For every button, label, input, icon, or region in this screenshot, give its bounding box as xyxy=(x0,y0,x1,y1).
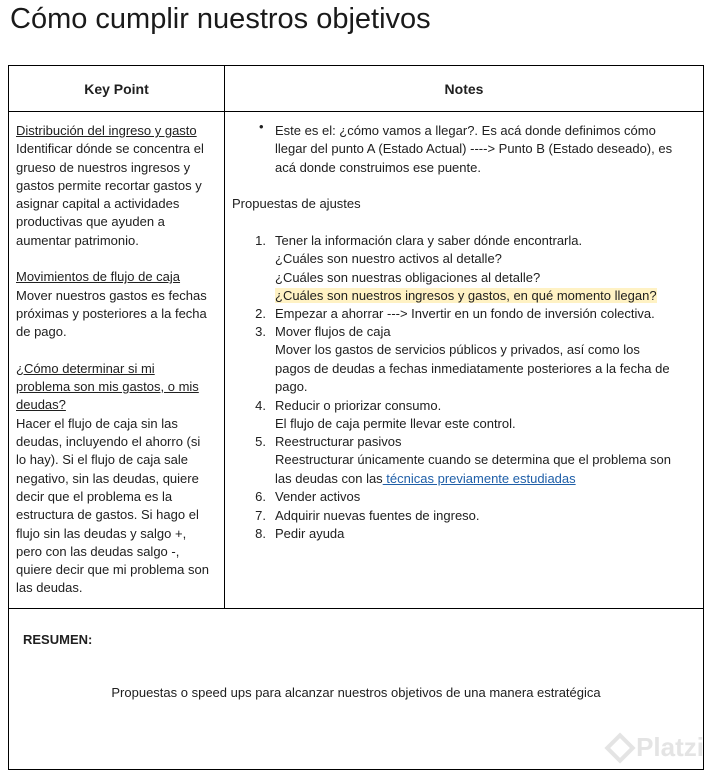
bullet-icon: • xyxy=(259,119,264,134)
text-line: ¿Cuáles son nuestro activos al detalle? xyxy=(275,251,502,267)
list-item xyxy=(275,323,695,396)
text-line: Identificar dónde se concentra el xyxy=(16,141,204,157)
list-item xyxy=(275,433,695,488)
text-line: acá donde construimos ese puente. xyxy=(275,159,481,175)
text-line: productivas que ayuden a xyxy=(16,214,165,230)
header-notes: Notes xyxy=(225,66,703,112)
list-number: 5. xyxy=(255,434,266,449)
list-number: 8. xyxy=(255,526,266,541)
text-line: flujo sin las deudas y salgo +, xyxy=(16,525,187,541)
text-line: pagos de deudas a fechas inmediatamente posteriores a la fecha de xyxy=(275,360,670,376)
text-line: grueso de nuestros ingresos y xyxy=(16,159,191,175)
text-line: estructura de gastos. Si hago el xyxy=(16,507,199,523)
section-heading: ¿Cómo determinar si mi xyxy=(16,360,155,376)
text-line: las deudas con las xyxy=(275,470,383,486)
list-item xyxy=(275,232,695,305)
text-line: pero con las deudas salgo -, xyxy=(16,543,180,559)
text-line: ¿Cuáles son nuestras obligaciones al detalle? xyxy=(275,269,541,285)
text-line: negativo, sin las deudas, quiere xyxy=(16,470,199,486)
section-heading: problema son mis gastos, o mis xyxy=(16,379,199,395)
notes-column xyxy=(225,112,703,608)
key-point-column xyxy=(9,112,225,608)
watermark-text: Platzi xyxy=(636,732,704,762)
list-item: Vender activos xyxy=(275,489,361,504)
list-number: 4. xyxy=(255,398,266,413)
text-line: Mover nuestros gastos es fechas xyxy=(16,287,207,303)
techniques-link[interactable]: técnicas previamente estudiadas xyxy=(382,470,576,486)
list-item xyxy=(275,397,695,434)
text-line: Empezar a ahorrar ---> Invertir en un fondo de inversión colectiva. xyxy=(275,306,655,321)
bullet-text xyxy=(275,122,695,177)
text-line: El flujo de caja permite llevar este control. xyxy=(275,416,516,432)
text-line: Tener la información clara y saber dónde encontrarla. xyxy=(275,233,583,248)
platzi-logo-icon xyxy=(605,732,636,763)
summary-label: RESUMEN: xyxy=(23,632,93,647)
list-item: Adquirir nuevas fuentes de ingreso. xyxy=(275,508,480,523)
text-line: Mover los gastos de servicios públicos y privados, así como los xyxy=(275,342,640,358)
text-line: Reducir o priorizar consumo. xyxy=(275,398,442,413)
list-item: Pedir ayuda xyxy=(275,526,345,541)
list-number: 6. xyxy=(255,489,266,504)
list-number: 1. xyxy=(255,233,266,248)
section-heading: deudas? xyxy=(16,397,66,413)
text-line: lo hay). Si el flujo de caja sale xyxy=(16,452,188,468)
cornell-notes-table xyxy=(8,65,704,770)
text-line: deudas, incluyendo el ahorro (si xyxy=(16,434,201,450)
text-line: de pago. xyxy=(16,324,67,340)
text-line: Mover flujos de caja xyxy=(275,324,391,339)
text-line: asignar capital a actividades xyxy=(16,196,180,212)
header-key-point: Key Point xyxy=(9,66,225,112)
text-line: decir que el problema es la xyxy=(16,488,173,504)
section-heading: Distribución del ingreso y gasto xyxy=(16,123,197,138)
platzi-watermark xyxy=(609,732,704,763)
summary-row xyxy=(9,608,703,770)
text-line: gastos permite recortar gastos y xyxy=(16,177,202,193)
list-number: 3. xyxy=(255,324,266,339)
text-line: Reestructurar únicamente cuando se determina que el problema son xyxy=(275,452,672,468)
section-heading: Movimientos de flujo de caja xyxy=(16,269,181,285)
text-line: próximas y posteriores a la fecha xyxy=(16,305,207,321)
text-line: aumentar patrimonio. xyxy=(16,232,139,248)
proposals-heading: Propuestas de ajustes xyxy=(232,196,361,211)
text-line: Hacer el flujo de caja sin las xyxy=(16,415,178,431)
page-title: Cómo cumplir nuestros objetivos xyxy=(10,3,431,35)
text-line: quiere decir que mi problema son xyxy=(16,562,209,578)
list-number: 2. xyxy=(255,306,266,321)
text-line: las deudas. xyxy=(16,580,83,596)
text-line: pago. xyxy=(275,378,308,394)
list-item xyxy=(275,305,695,323)
highlighted-text: ¿Cuáles son nuestros ingresos y gastos, en qué momento llegan? xyxy=(275,287,657,303)
text-line: llegar del punto A (Estado Actual) ----> Punto B (Estado deseado), es xyxy=(275,141,673,157)
list-number: 7. xyxy=(255,508,266,523)
text-line: Este es el: ¿cómo vamos a llegar?. Es acá donde definimos cómo xyxy=(275,123,656,138)
text-line: Reestructurar pasivos xyxy=(275,434,402,449)
summary-text: Propuestas o speed ups para alcanzar nuestros objetivos de una manera estratégica xyxy=(111,685,601,700)
